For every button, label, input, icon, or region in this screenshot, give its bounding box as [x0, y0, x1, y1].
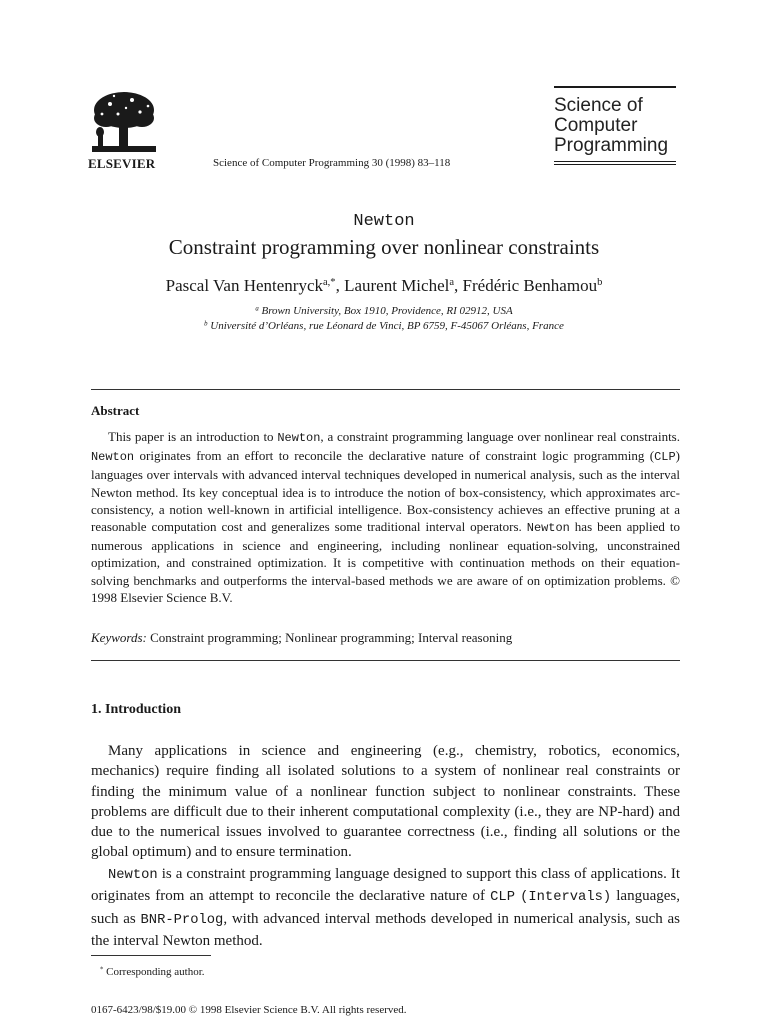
affiliation	[0, 305, 768, 317]
footnote-text: Corresponding author.	[106, 966, 205, 978]
publisher-name: ELSEVIER	[88, 156, 156, 171]
code-term: (Intervals)	[520, 890, 612, 906]
keywords-text: Constraint programming; Nonlinear programming; Interval reasoning	[150, 630, 513, 645]
text-run: ) languages over intervals with advanced interval techniques developed in numerical analysis, such as the interval Newton method. Its key conceptual idea is to introduce the notion of box-consistency, which approximates arc-consistency, a notion well-known in artificial intelligence. Box-consistency achieves an effective pruning at a reasonable computation cost and generalizes some traditional interval operators.	[91, 448, 680, 535]
journal-logo-line: Computer	[554, 115, 638, 136]
footnote-mark: *	[100, 966, 104, 974]
intro-paragraph	[91, 864, 680, 951]
code-term: BNR-Prolog	[140, 912, 224, 928]
author-name: Frédéric Benhamou	[462, 276, 598, 295]
paper-title: Constraint programming over nonlinear constraints	[168, 235, 600, 259]
affiliation-text: Université d’Orléans, rue Léonard de Vinci, BP 6759, F-45067 Orléans, France	[210, 320, 564, 332]
journal-logo	[554, 96, 694, 156]
elsevier-tree-logo	[88, 88, 160, 156]
text-run: originates from an effort to reconcile the declarative nature of constraint logic programming (	[134, 448, 655, 464]
abstract-heading: Abstract	[91, 403, 140, 418]
journal-rule-top	[554, 86, 676, 88]
code-term: Newton	[526, 521, 570, 536]
affiliation-mark: a	[255, 305, 259, 313]
keywords	[91, 630, 680, 646]
author-marks: b	[597, 277, 603, 289]
author-list: Pascal Van Hentenryck$^{a,*}$, Laurent Michel$^a$, Frédéric Benhamou$^b$	[165, 276, 603, 295]
text-run: , a constraint programming language over nonlinear real constraints.	[320, 429, 680, 444]
author-marks: a,*	[323, 277, 336, 289]
abstract-top-rule	[91, 389, 680, 390]
code-term: Newton	[108, 868, 158, 883]
intro-paragraph: Many applications in science and engineering (e.g., chemistry, robotics, economics, mechanics) require finding all isolated solutions to a system of nonlinear real constraints or finding the minimum value of a nonlinear function subject to nonlinear constraints. These problems are difficult due to their inherent computational complexity (i.e., they are NP-hard) and due to the numerical issues involved to guarantee correctness (i.e., finding all solutions or the global optimum) and to ensure termination.	[91, 743, 680, 861]
code-term: Newton	[91, 450, 135, 465]
affiliation-mark: b	[204, 320, 208, 328]
section-heading: 1. Introduction	[91, 702, 181, 717]
title-short: Newton	[353, 212, 415, 231]
text-run: languages, such as	[91, 888, 680, 927]
affiliation	[0, 320, 768, 332]
text-run: has been applied to numerous applications in science and engineering, including nonlinear equation-solving, unconstrained optimization, and constrained optimization. It is competitive with continuation methods on their equation-solving benchmarks and outperforms the interval-based methods we are aware of on optimization problems. © 1998 Elsevier Science B.V.	[91, 519, 681, 605]
author-name: Laurent Michel	[344, 276, 450, 295]
author-marks: a	[449, 277, 455, 289]
journal-logo-line: Programming	[554, 135, 669, 156]
code-term: Newton	[277, 431, 321, 445]
abstract-body	[91, 428, 680, 606]
author-name: Pascal Van Hentenryck	[165, 276, 323, 295]
keywords-label: Keywords:	[91, 630, 147, 645]
footnote-rule	[91, 955, 211, 956]
journal-rule-bottom	[554, 161, 676, 165]
abstract-bottom-rule	[91, 660, 680, 661]
text-run: , with advanced interval methods developed in numerical analysis, such as the interval Newton method.	[91, 910, 680, 949]
citation-line: Science of Computer Programming 30 (1998) 83–118	[213, 157, 451, 169]
text-run: is a constraint programming language designed to support this class of applications. It originates from an attempt to reconcile the declarative nature of	[91, 866, 680, 905]
journal-logo-line: Science of	[554, 95, 643, 116]
code-term: CLP	[654, 450, 676, 465]
footnote	[100, 966, 205, 978]
text-run: This paper is an introduction to	[108, 429, 278, 444]
code-term: CLP	[490, 890, 515, 906]
copyright-line: 0167-6423/98/$19.00 © 1998 Elsevier Science B.V. All rights reserved.	[91, 1004, 407, 1016]
affiliation-text: Brown University, Box 1910, Providence, RI 02912, USA	[261, 305, 513, 317]
